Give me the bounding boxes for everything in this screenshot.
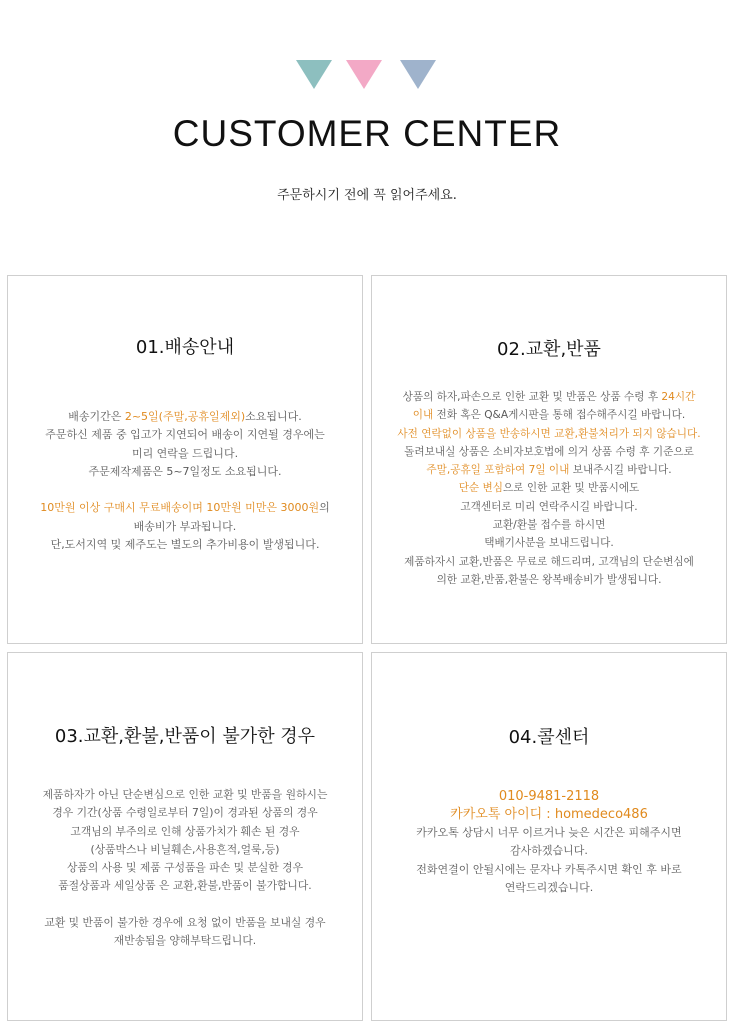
not-allowed-text: [8, 786, 362, 951]
exchange-return-box: [371, 275, 727, 644]
not-allowed-line: 제품하자가 아닌 단순변심으로 인한 교환 및 반품을 원하시는: [42, 788, 328, 801]
callcenter-line: 감사하겠습니다.: [510, 844, 588, 858]
not-allowed-title: 03.교환,환불,반품이 불가한 경우: [54, 726, 316, 747]
not-allowed-line: 재반송됨을 양해부탁드립니다.: [113, 934, 257, 948]
not-allowed-line: 교환 및 반품이 불가한 경우에 요청 없이 반품을 보내실 경우: [44, 916, 326, 930]
callcenter-line: 카카오톡 상담시 너무 이르거나 늦은 시간은 피해주시면: [416, 826, 682, 839]
callcenter-text: [372, 788, 726, 897]
exchange-line: 단순 변심으로 인한 교환 및 반품시에도: [458, 482, 640, 495]
not-allowed-line: 상품의 사용 및 제품 구성품을 파손 및 분실한 경우: [66, 861, 304, 875]
not-allowed-box: [7, 652, 363, 1021]
exchange-warning-line: 사전 연락없이 상품을 반송하시면 교환,환불처리가 되지 않습니다.: [397, 427, 701, 440]
exchange-line: 고객센터로 미리 연락주시길 바랍니다.: [460, 500, 638, 513]
callcenter-line: 전화연결이 안될시에는 문자나 카톡주시면 확인 후 바로: [416, 862, 682, 876]
page-subtitle: 주문하시기 전에 꼭 읽어주세요.: [277, 188, 457, 203]
exchange-line: 택배기사분을 보내드립니다.: [484, 537, 614, 550]
not-allowed-line: (상품박스나 비닐훼손,사용흔적,얼룩,등): [90, 842, 280, 856]
not-allowed-line: 경우 기간(상품 수령일로부터 7일)이 경과된 상품의 경우: [52, 806, 318, 820]
teal-triangle-icon: [296, 60, 332, 89]
exchange-line: 돌려보내실 상품은 소비자보호법에 의거 상품 수령 후 기준으로: [404, 445, 694, 458]
delivery-line: 주문제작제품은 5~7일정도 소요됩니다.: [88, 464, 282, 478]
exchange-line: 이내 전화 혹은 Q&A게시판을 통해 접수해주시길 바랍니다.: [412, 409, 686, 422]
delivery-line: 배송비가 부과됩니다.: [133, 519, 237, 533]
header-decoration: [0, 60, 734, 90]
exchange-line: 주말,공휴일 포함하여 7일 이내 보내주시길 바랍니다.: [426, 464, 672, 477]
not-allowed-line: 품절상품과 세일상품 은 교환,환불,반품이 불가합니다.: [58, 879, 312, 893]
delivery-info-box: [7, 275, 363, 644]
callcenter-line: 연락드리겠습니다.: [504, 880, 594, 894]
callcenter-box: [371, 652, 727, 1021]
delivery-line: 미리 연락을 드립니다.: [131, 446, 239, 460]
blue-triangle-icon: [400, 60, 436, 89]
delivery-line: 배송기간은 2~5일(주말,공휴일제외)소요됩니다.: [68, 410, 302, 423]
page-title: CUSTOMER CENTER: [172, 113, 562, 154]
pink-triangle-icon: [346, 60, 382, 89]
exchange-line: 제품하자시 교환,반품은 무료로 해드리며, 고객님의 단순변심에: [404, 555, 694, 568]
delivery-line: 주문하신 제품 중 입고가 지연되어 배송이 지연될 경우에는: [45, 428, 325, 442]
delivery-title: 01.배송안내: [135, 337, 235, 358]
delivery-free-shipping-line: 10만원 이상 구매시 무료배송이며 10만원 미만은 3000원의: [40, 501, 330, 515]
delivery-line: 단,도서지역 및 제주도는 별도의 추가비용이 발생됩니다.: [50, 538, 320, 552]
exchange-line: 의한 교환,반품,환불은 왕복배송비가 발생됩니다.: [436, 573, 662, 586]
delivery-text: [8, 408, 362, 554]
callcenter-title: 04.콜센터: [508, 727, 590, 748]
exchange-title: 02.교환,반품: [497, 339, 601, 360]
callcenter-kakao-id: 카카오톡 아이디 : homedeco486: [450, 807, 648, 822]
exchange-line: 교환/환불 접수를 하시면: [492, 519, 606, 532]
exchange-text: [372, 388, 726, 589]
callcenter-phone[interactable]: 010-9481-2118: [498, 789, 600, 804]
not-allowed-line: 고객님의 부주의로 인해 상품가치가 훼손 된 경우: [70, 824, 300, 838]
exchange-line: 상품의 하자,파손으로 인한 교환 및 반품은 상품 수령 후 24시간: [402, 391, 696, 403]
